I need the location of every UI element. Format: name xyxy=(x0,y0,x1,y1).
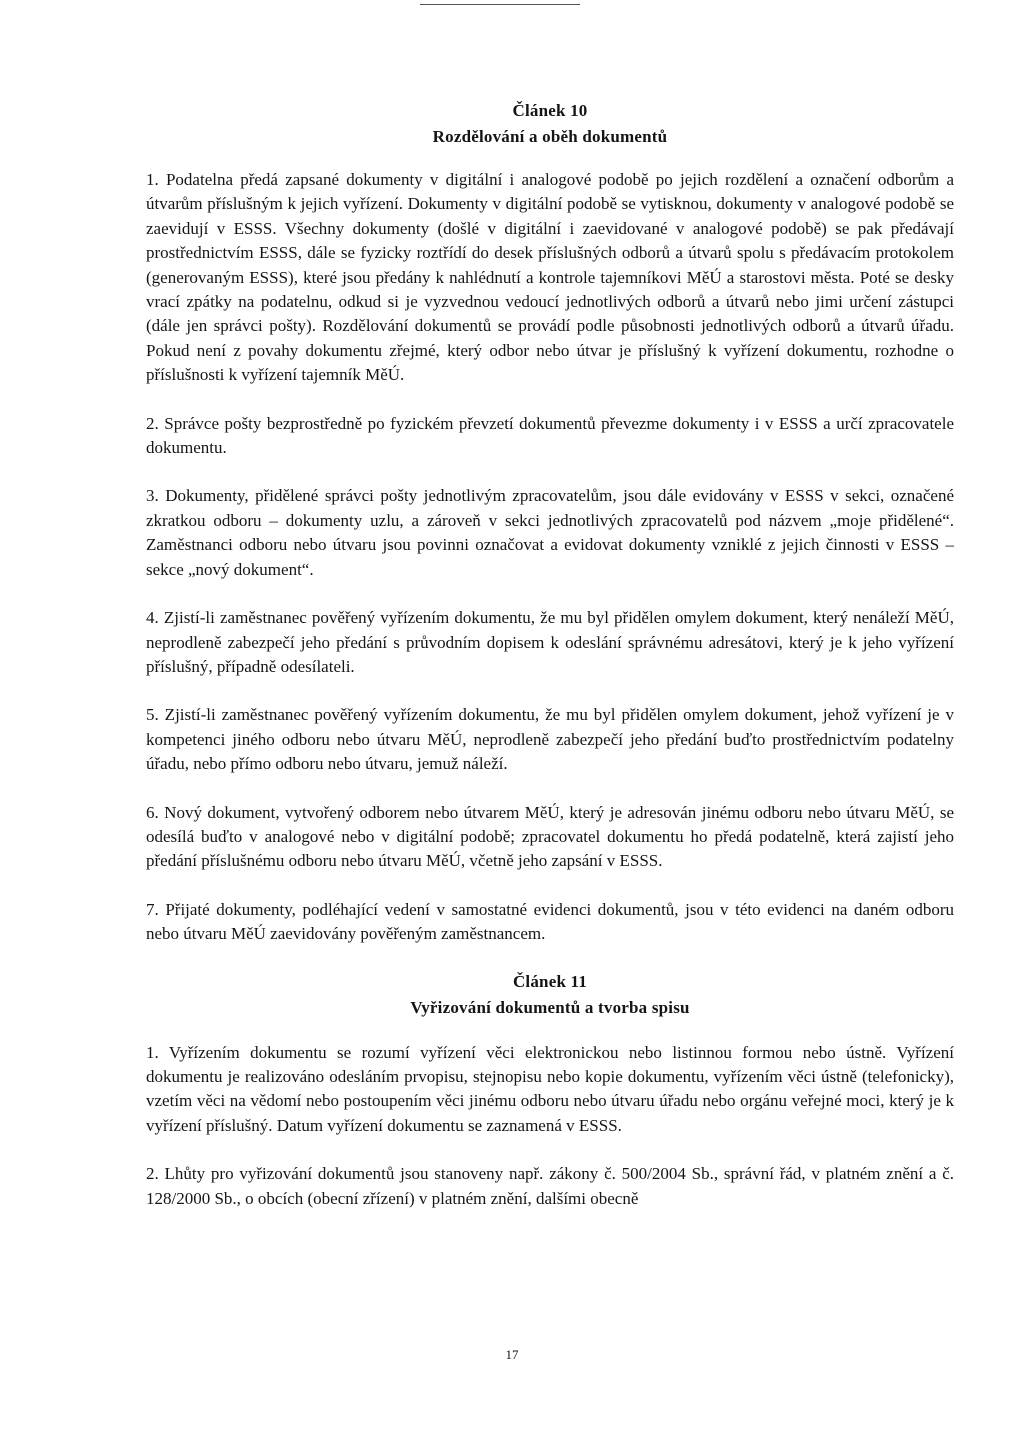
article-10-body xyxy=(146,168,954,947)
article-11-title: Článek 11 xyxy=(512,971,588,991)
article-10-paragraph-6: 6. Nový dokument, vytvořený odborem nebo útvarem MěÚ, který je adresován jinému odboru nebo útvaru MěÚ, se odesílá buďto v analogové nebo v digitální podobě; zpracovatel dokumentu ho předá podatelně, která zajistí jeho předání příslušnému odboru nebo útvaru MěÚ, včetně jeho zapsání v ESSS. xyxy=(146,802,954,871)
article-10-paragraph-4: 4. Zjistí-li zaměstnanec pověřený vyřízením dokumentu, že mu byl přidělen omylem dokument, který nenáleží MěÚ, neprodleně zabezpečí jeho předání s průvodním dopisem k odeslání správnému adresátovi, který je k jeho vyřízení příslušný, případně odesílateli. xyxy=(146,608,954,676)
article-10-heading xyxy=(146,98,954,150)
document-page xyxy=(146,98,954,1211)
article-10-paragraph-3: 3. Dokumenty, přidělené správci pošty jednotlivým zpracovatelům, jsou dále evidovány v ESSS v sekci, označené zkratkou odboru – dokumenty uzlu, a zároveň v sekci jednotlivých zpracovatelů pod názvem „moje přidělené“. Zaměstnanci odboru nebo útvaru jsou povinni označovat a evidovat dokumenty vzniklé z jejich činnosti v ESSS – sekce „nový dokument“. xyxy=(146,486,954,579)
page-number: 17 xyxy=(505,1347,519,1362)
article-10-paragraph-1: 1. Podatelna předá zapsané dokumenty v digitální i analogové podobě po jejich rozdělení a označení odborům a útvarům příslušným k jejich vyřízení. Dokumenty v digitální podobě se vytisknou, dokumenty v analogové podobě se zaevidují v ESSS. Všechny dokumenty (došlé v digitální i zaevidované v analogové podobě) se pak předávají prostřednictvím ESSS, dále se fyzicky roztřídí do desek příslušných odborů a útvarů spolu s předávacím protokolem (generovaným ESSS), které jsou předány k nahlédnutí a kontrole tajemníkovi MěÚ a starostovi města. Poté se desky vrací zpátky na podatelnu, odkud si je vyzvednou vedoucí jednotlivých odborů a útvarů nebo jimi určení zástupci (dále jen správci pošty). Rozdělování dokumentů se provádí podle působnosti jednotlivých odborů a útvarů úřadu. Pokud není z povahy dokumentu zřejmé, který odbor nebo útvar je příslušný k vyřízení dokumentu, rozhodne o příslušnosti k vyřízení tajemník MěÚ. xyxy=(146,170,954,385)
top-scan-rule xyxy=(420,4,580,5)
article-11-subtitle: Vyřizování dokumentů a tvorba spisu xyxy=(410,997,690,1017)
article-11-body xyxy=(146,1041,954,1211)
article-11-paragraph-1: 1. Vyřízením dokumentu se rozumí vyřízení věci elektronickou nebo listinnou formou nebo ústně. Vyřízení dokumentu je realizováno odesláním prvopisu, stejnopisu nebo kopie dokumentu, vyřízením věci ústně (telefonicky), vzetím věci na vědomí nebo postoupením věci jinému odboru nebo útvaru úřadu nebo orgánu veřejné moci, který je k vyřízení příslušný. Datum vyřízení dokumentu se zaznamená v ESSS. xyxy=(146,1042,954,1135)
article-10-paragraph-7: 7. Přijaté dokumenty, podléhající vedení v samostatné evidenci dokumentů, jsou v této evidenci na daném odboru nebo útvaru MěÚ zaevidovány pověřeným zaměstnancem. xyxy=(146,899,954,944)
article-10-subtitle: Rozdělování a oběh dokumentů xyxy=(432,127,668,146)
article-10-paragraph-5: 5. Zjistí-li zaměstnanec pověřený vyřízením dokumentu, že mu byl přidělen omylem dokument, jehož vyřízení je v kompetenci jiného odboru nebo útvaru MěÚ, neprodleně zabezpečí jeho předání buďto prostřednictvím podatelny úřadu, nebo přímo odboru nebo útvaru, jemuž náleží. xyxy=(146,705,954,774)
article-10-title: Článek 10 xyxy=(512,101,588,120)
article-11-paragraph-2: 2. Lhůty pro vyřizování dokumentů jsou stanoveny např. zákony č. 500/2004 Sb., správní řád, v platném znění a č. 128/2000 Sb., o obcích (obecní zřízení) v platném znění, dalšími obecně xyxy=(146,1164,954,1208)
article-11-heading xyxy=(146,969,954,1021)
article-10-paragraph-2: 2. Správce pošty bezprostředně po fyzickém převzetí dokumentů převezme dokumenty i v ESSS a určí zpracovatele dokumentu. xyxy=(146,413,954,458)
